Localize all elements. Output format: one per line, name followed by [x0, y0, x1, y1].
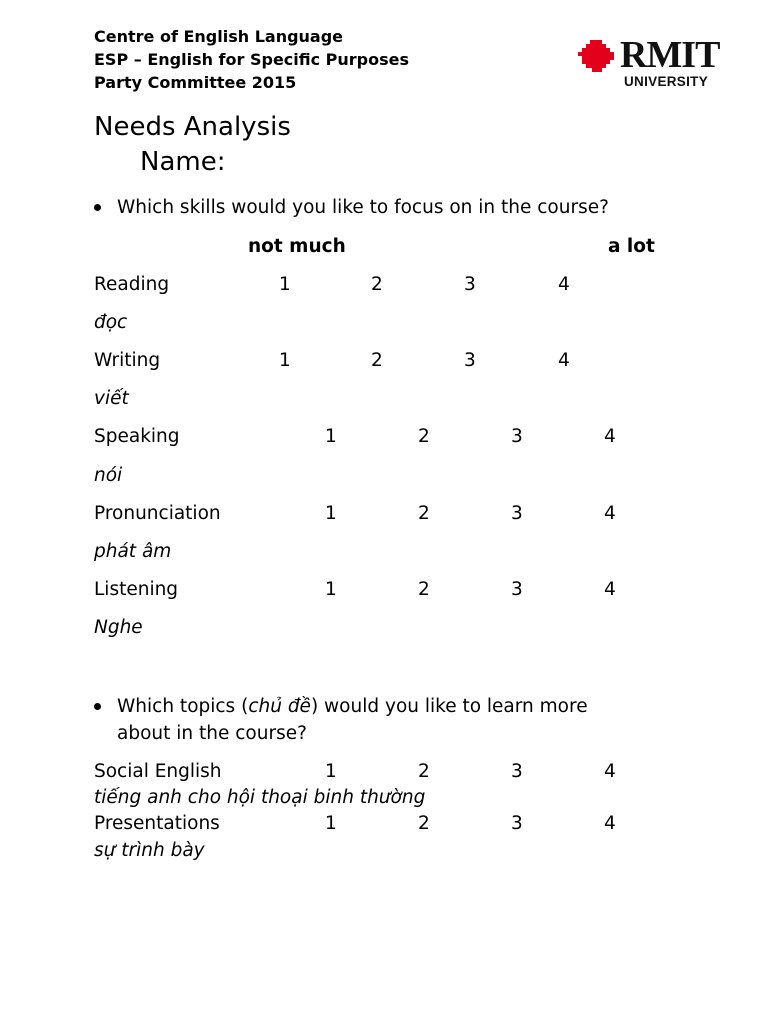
scale-high-label: a lot [608, 236, 655, 257]
skill-translation: nói [94, 465, 123, 486]
rmit-logo [578, 36, 728, 92]
topics-question-translation: chủ đề [248, 696, 311, 717]
skill-translation: đọc [94, 312, 128, 333]
rating-option[interactable]: 2 [371, 274, 383, 295]
rating-option[interactable]: 1 [325, 813, 337, 834]
header-program: ESP – English for Specific Purposes [94, 50, 410, 69]
rating-option[interactable]: 3 [464, 274, 476, 295]
scale-low-label: not much [248, 236, 346, 257]
rating-option[interactable]: 1 [325, 761, 337, 782]
rating-option[interactable]: 2 [418, 426, 430, 447]
rating-option[interactable]: 1 [325, 579, 337, 600]
skills-question: Which skills would you like to focus on in the course? [117, 197, 609, 218]
topics-question-pre: Which topics ( [117, 696, 249, 717]
rating-option[interactable]: 2 [418, 761, 430, 782]
topics-question [117, 696, 588, 718]
rating-option[interactable]: 3 [511, 503, 523, 524]
rating-option[interactable]: 3 [511, 761, 523, 782]
rating-option[interactable]: 2 [418, 813, 430, 834]
skill-label: Pronunciation [94, 503, 221, 524]
logo-subtitle: UNIVERSITY [624, 74, 709, 89]
topic-translation: tiếng anh cho hội thoại binh thường [94, 787, 426, 808]
topics-question-post: ) would you like to learn more [310, 696, 588, 717]
rating-option[interactable]: 3 [511, 579, 523, 600]
skill-translation: phát âm [94, 541, 172, 562]
rating-option[interactable]: 4 [604, 761, 616, 782]
logo-wordmark: RMIT [620, 34, 720, 76]
bullet-icon [94, 703, 101, 710]
name-label: Name: [140, 147, 226, 177]
bullet-icon [94, 204, 101, 211]
topics-question-line2: about in the course? [117, 723, 307, 744]
skill-translation: Nghe [94, 617, 143, 638]
topic-translation: sự trình bày [94, 840, 205, 861]
topic-label: Social English [94, 761, 222, 782]
skill-label: Writing [94, 350, 161, 371]
rating-option[interactable]: 3 [464, 350, 476, 371]
rating-option[interactable]: 2 [371, 350, 383, 371]
rating-option[interactable]: 4 [604, 579, 616, 600]
page-title: Needs Analysis [94, 112, 291, 142]
rating-option[interactable]: 4 [604, 503, 616, 524]
rating-option[interactable]: 4 [604, 813, 616, 834]
rating-option[interactable]: 4 [604, 426, 616, 447]
topic-label: Presentations [94, 813, 220, 834]
rating-option[interactable]: 1 [325, 503, 337, 524]
rating-option[interactable]: 4 [558, 274, 570, 295]
rating-option[interactable]: 2 [418, 503, 430, 524]
rating-option[interactable]: 1 [279, 350, 291, 371]
skill-label: Reading [94, 274, 170, 295]
rating-option[interactable]: 2 [418, 579, 430, 600]
rmit-pixel-icon [578, 38, 618, 78]
header-institution: Centre of English Language [94, 27, 344, 46]
skill-label: Listening [94, 579, 179, 600]
skill-label: Speaking [94, 426, 180, 447]
rating-option[interactable]: 3 [511, 426, 523, 447]
header-committee: Party Committee 2015 [94, 73, 297, 92]
rating-option[interactable]: 3 [511, 813, 523, 834]
rating-option[interactable]: 1 [325, 426, 337, 447]
rating-option[interactable]: 1 [279, 274, 291, 295]
skill-translation: viết [94, 388, 129, 409]
rating-option[interactable]: 4 [558, 350, 570, 371]
